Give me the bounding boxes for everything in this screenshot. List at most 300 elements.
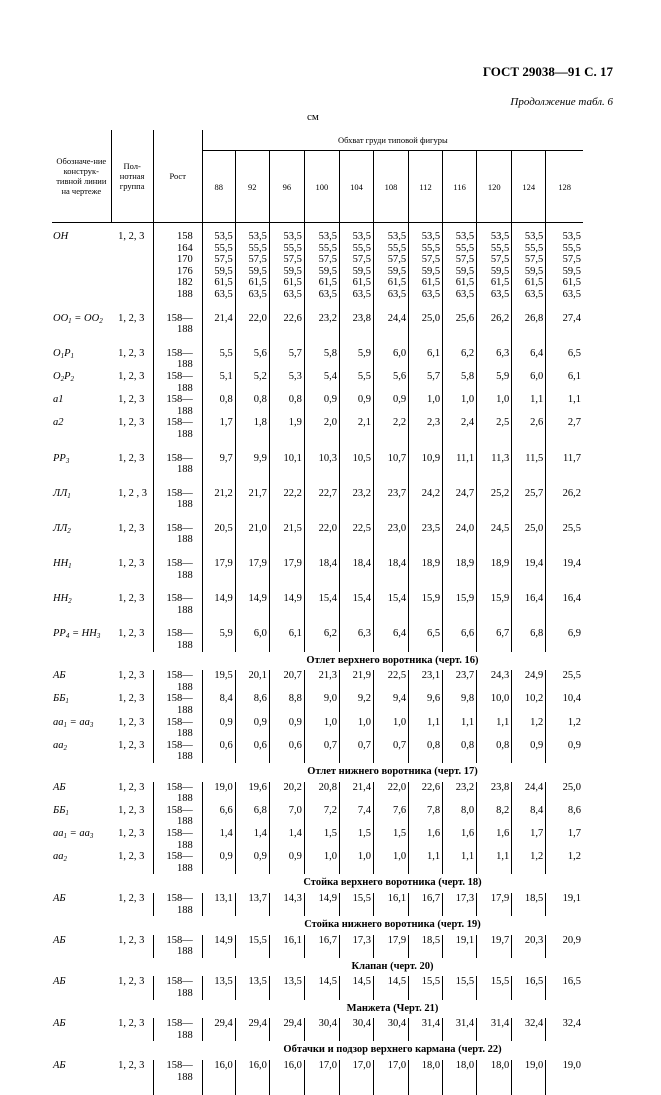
measurement-value: 14,9 [202, 593, 235, 616]
fullness-group: 1, 2, 3 [111, 231, 153, 243]
height-range: 158 [153, 231, 202, 243]
measurement-value: 8,4 [202, 693, 235, 716]
measurement-value: 55,5 [339, 243, 373, 255]
measurement-value: 25,2 [477, 488, 512, 511]
line-designation [52, 243, 111, 255]
measurement-value: 23,5 [409, 523, 443, 546]
measurement-value: 57,5 [477, 254, 512, 266]
chest-size-header: 128 [546, 151, 583, 223]
fullness-group [111, 266, 153, 278]
measurement-value: 57,5 [546, 254, 583, 266]
measurement-value: 6,0 [512, 371, 546, 394]
measurement-value: 53,5 [512, 231, 546, 243]
height-range: 158—188 [153, 628, 202, 651]
measurement-value: 1,1 [409, 851, 443, 874]
header-label-column: Обозначе-ние конструк-тивной линии на чертеже [52, 130, 111, 223]
table-row [52, 976, 583, 999]
measurement-value: 17,9 [477, 893, 512, 916]
fullness-group [111, 254, 153, 266]
section-title: Обтачки и подзор верхнего кармана (черт. 22) [52, 1041, 583, 1060]
measurement-value: 0,9 [235, 717, 269, 740]
measurement-value: 6,1 [269, 628, 304, 651]
table-row [52, 893, 583, 916]
measurement-value: 61,5 [477, 277, 512, 289]
fullness-group: 1, 2, 3 [111, 851, 153, 874]
line-designation [52, 289, 111, 301]
measurement-value: 26,8 [512, 313, 546, 336]
measurement-value: 63,5 [443, 289, 477, 301]
measurement-value: 15,5 [409, 976, 443, 999]
line-designation: АБ [52, 1018, 111, 1041]
measurement-value: 14,5 [339, 976, 373, 999]
measurement-value: 1,7 [512, 828, 546, 851]
measurement-value: 11,1 [443, 453, 477, 476]
measurement-value: 57,5 [374, 254, 409, 266]
measurement-value: 25,5 [546, 523, 583, 546]
measurement-value: 23,2 [443, 782, 477, 805]
measurement-value: 20,7 [269, 670, 304, 693]
measurement-value: 63,5 [304, 289, 339, 301]
chest-size-header: 96 [269, 151, 304, 223]
measurement-value: 0,8 [269, 394, 304, 417]
measurement-value: 14,9 [269, 593, 304, 616]
measurement-value: 2,2 [374, 417, 409, 440]
line-designation: $ОО_1 = ОО_2$ [52, 313, 111, 336]
fullness-group: 1, 2, 3 [111, 371, 153, 394]
table-row [52, 1060, 583, 1083]
section-title: Отлет нижнего воротника (черт. 17) [52, 763, 583, 782]
measurement-value: 6,3 [477, 348, 512, 371]
measurement-value: 5,2 [235, 371, 269, 394]
spacer-row [52, 581, 583, 593]
measurement-value: 1,5 [304, 828, 339, 851]
measurement-value: 18,5 [409, 935, 443, 958]
height-range: 158—188 [153, 453, 202, 476]
measurement-value: 15,4 [339, 593, 373, 616]
height-range: 176 [153, 266, 202, 278]
measurement-value: 59,5 [304, 266, 339, 278]
measurement-value: 6,0 [374, 348, 409, 371]
measurement-value: 1,1 [546, 394, 583, 417]
measurement-value: 19,1 [443, 935, 477, 958]
measurement-value: 17,3 [443, 893, 477, 916]
measurement-value: 17,9 [269, 558, 304, 581]
measurement-value: 53,5 [374, 231, 409, 243]
measurement-value: 24,3 [477, 670, 512, 693]
measurement-value: 6,4 [374, 628, 409, 651]
measurement-value: 21,9 [339, 670, 373, 693]
measurement-value: 1,0 [477, 394, 512, 417]
measurement-value: 31,4 [477, 1018, 512, 1041]
measurement-value: 55,5 [512, 243, 546, 255]
measurement-value: 25,0 [512, 523, 546, 546]
measurement-value: 22,2 [269, 488, 304, 511]
table-row [52, 313, 583, 336]
measurement-value: 15,5 [339, 893, 373, 916]
table-body [52, 223, 583, 1095]
measurement-value: 53,5 [409, 231, 443, 243]
measurement-value: 5,9 [202, 628, 235, 651]
measurement-value: 14,9 [304, 893, 339, 916]
line-designation: АБ [52, 935, 111, 958]
measurement-value: 5,1 [202, 371, 235, 394]
section-title: Отлет верхнего воротника (черт. 16) [52, 652, 583, 671]
height-range: 158—188 [153, 394, 202, 417]
measurement-value: 25,0 [409, 313, 443, 336]
measurement-value: 53,5 [477, 231, 512, 243]
measurement-value: 22,0 [304, 523, 339, 546]
measurement-value: 17,9 [202, 558, 235, 581]
measurement-value: 21,3 [304, 670, 339, 693]
fullness-group: 1, 2, 3 [111, 628, 153, 651]
measurement-value: 10,7 [374, 453, 409, 476]
measurement-value: 61,5 [339, 277, 373, 289]
table-header [52, 130, 583, 223]
measurement-value: 55,5 [202, 243, 235, 255]
table-row [52, 717, 583, 740]
measurement-value: 11,5 [512, 453, 546, 476]
measurement-value: 63,5 [339, 289, 373, 301]
measurement-value: 57,5 [235, 254, 269, 266]
table-row [52, 851, 583, 874]
measurement-value: 0,9 [512, 740, 546, 763]
measurement-value: 6,3 [339, 628, 373, 651]
measurement-value: 8,6 [235, 693, 269, 716]
fullness-group: 1, 2, 3 [111, 313, 153, 336]
measurement-value: 16,1 [269, 935, 304, 958]
table-row [52, 254, 583, 266]
measurement-value: 6,5 [409, 628, 443, 651]
measurement-value: 21,5 [269, 523, 304, 546]
height-range: 158—188 [153, 313, 202, 336]
table-row [52, 593, 583, 616]
measurement-value: 22,5 [374, 670, 409, 693]
measurement-value: 17,0 [374, 1060, 409, 1083]
table-row [52, 243, 583, 255]
section-row [52, 958, 583, 977]
measurement-value: 0,9 [339, 394, 373, 417]
measurement-value: 2,6 [512, 417, 546, 440]
measurement-value: 21,4 [202, 313, 235, 336]
measurement-value: 1,5 [374, 828, 409, 851]
section-row [52, 1041, 583, 1060]
measurement-value: 16,7 [409, 893, 443, 916]
measurement-value: 63,5 [409, 289, 443, 301]
measurement-value: 59,5 [443, 266, 477, 278]
measurement-value: 5,7 [409, 371, 443, 394]
measurement-value: 1,6 [477, 828, 512, 851]
fullness-group: 1, 2, 3 [111, 782, 153, 805]
measurement-value: 21,0 [235, 523, 269, 546]
measurement-value: 21,2 [202, 488, 235, 511]
measurement-value: 25,6 [443, 313, 477, 336]
height-range: 164 [153, 243, 202, 255]
measurement-value: 16,1 [374, 893, 409, 916]
measurement-value: 1,2 [546, 851, 583, 874]
measurement-value: 23,8 [339, 313, 373, 336]
measurement-value: 1,0 [409, 394, 443, 417]
measurement-value: 11,7 [546, 453, 583, 476]
measurement-value: 1,1 [512, 394, 546, 417]
chest-size-header: 120 [477, 151, 512, 223]
measurement-value: 15,5 [477, 976, 512, 999]
height-range: 158—188 [153, 935, 202, 958]
measurement-value: 1,1 [409, 717, 443, 740]
table-row [52, 231, 583, 243]
measurement-value: 61,5 [409, 277, 443, 289]
measurement-value: 24,9 [512, 670, 546, 693]
measurement-value: 59,5 [409, 266, 443, 278]
measurement-value: 55,5 [409, 243, 443, 255]
line-designation: АБ [52, 893, 111, 916]
measurement-value: 1,6 [443, 828, 477, 851]
measurement-value: 6,6 [202, 805, 235, 828]
measurement-value: 5,8 [443, 371, 477, 394]
measurement-value: 5,8 [304, 348, 339, 371]
measurement-value: 59,5 [477, 266, 512, 278]
measurement-value: 27,4 [546, 313, 583, 336]
measurement-value: 9,7 [202, 453, 235, 476]
measurement-value: 8,2 [477, 805, 512, 828]
unit-label: см [307, 111, 319, 123]
measurement-value: 1,0 [304, 717, 339, 740]
fullness-group: 1, 2, 3 [111, 558, 153, 581]
measurement-value: 23,2 [304, 313, 339, 336]
table-row [52, 394, 583, 417]
measurement-value: 9,8 [443, 693, 477, 716]
measurement-value: 19,0 [546, 1060, 583, 1083]
measurement-value: 16,5 [512, 976, 546, 999]
fullness-group [111, 289, 153, 301]
measurement-value: 13,1 [202, 893, 235, 916]
measurement-value: 21,7 [235, 488, 269, 511]
line-designation: АБ [52, 782, 111, 805]
measurement-value: 6,0 [235, 628, 269, 651]
line-designation: $аа_1 = аа_3$ [52, 828, 111, 851]
measurement-value: 29,4 [269, 1018, 304, 1041]
measurement-value: 0,9 [202, 851, 235, 874]
measurement-value: 8,0 [443, 805, 477, 828]
fullness-group: 1, 2, 3 [111, 893, 153, 916]
fullness-group: 1, 2, 3 [111, 670, 153, 693]
fullness-group [111, 277, 153, 289]
measurement-value: 10,2 [512, 693, 546, 716]
measurement-value: 15,4 [304, 593, 339, 616]
measurement-value: 6,2 [304, 628, 339, 651]
line-designation: а1 [52, 394, 111, 417]
measurement-value: 59,5 [269, 266, 304, 278]
measurement-value: 30,4 [304, 1018, 339, 1041]
measurement-value: 26,2 [546, 488, 583, 511]
measurement-value: 2,0 [304, 417, 339, 440]
fullness-group: 1, 2, 3 [111, 348, 153, 371]
measurement-value: 1,4 [269, 828, 304, 851]
fullness-group: 1, 2, 3 [111, 935, 153, 958]
measurement-value: 29,4 [202, 1018, 235, 1041]
header-height-column: Рост [153, 130, 202, 223]
measurement-value: 8,6 [546, 805, 583, 828]
section-row [52, 763, 583, 782]
measurement-value: 10,5 [339, 453, 373, 476]
measurement-value: 59,5 [235, 266, 269, 278]
measurement-value: 2,3 [409, 417, 443, 440]
line-designation [52, 254, 111, 266]
measurement-value: 7,2 [304, 805, 339, 828]
measurement-value: 7,8 [409, 805, 443, 828]
measurement-value: 55,5 [443, 243, 477, 255]
measurement-value: 24,2 [409, 488, 443, 511]
measurement-value: 6,9 [546, 628, 583, 651]
measurement-value: 17,9 [235, 558, 269, 581]
measurement-value: 1,0 [339, 851, 373, 874]
chest-size-header: 108 [374, 151, 409, 223]
measurement-value: 14,5 [304, 976, 339, 999]
measurement-value: 18,9 [443, 558, 477, 581]
table-row [52, 740, 583, 763]
line-designation: $ББ_1$ [52, 693, 111, 716]
measurement-value: 15,4 [374, 593, 409, 616]
measurement-value: 0,8 [443, 740, 477, 763]
spacer-row [52, 476, 583, 488]
measurement-value: 0,9 [269, 851, 304, 874]
measurement-value: 1,4 [202, 828, 235, 851]
measurement-value: 17,9 [374, 935, 409, 958]
measurement-value: 24,5 [477, 523, 512, 546]
line-designation [52, 277, 111, 289]
measurement-value: 9,6 [409, 693, 443, 716]
measurement-value: 57,5 [409, 254, 443, 266]
measurement-value: 10,3 [304, 453, 339, 476]
line-designation: АБ [52, 1060, 111, 1083]
measurement-value: 16,4 [546, 593, 583, 616]
measurement-value: 5,7 [269, 348, 304, 371]
measurement-value: 18,0 [477, 1060, 512, 1083]
measurement-value: 19,6 [235, 782, 269, 805]
table-row [52, 523, 583, 546]
measurement-value: 59,5 [374, 266, 409, 278]
measurement-value: 1,1 [477, 717, 512, 740]
measurement-value: 25,7 [512, 488, 546, 511]
table-row [52, 670, 583, 693]
measurement-value: 23,7 [443, 670, 477, 693]
measurement-value: 0,7 [339, 740, 373, 763]
measurement-value: 6,2 [443, 348, 477, 371]
measurement-value: 8,8 [269, 693, 304, 716]
measurement-value: 0,9 [304, 394, 339, 417]
measurement-value: 17,0 [304, 1060, 339, 1083]
fullness-group: 1, 2, 3 [111, 805, 153, 828]
measurement-value: 1,6 [409, 828, 443, 851]
height-range: 158—188 [153, 805, 202, 828]
measurement-value: 55,5 [304, 243, 339, 255]
measurement-value: 19,4 [546, 558, 583, 581]
measurement-value: 18,0 [409, 1060, 443, 1083]
spacer-row [52, 441, 583, 453]
chest-size-header: 112 [409, 151, 443, 223]
measurement-value: 31,4 [443, 1018, 477, 1041]
measurement-value: 55,5 [235, 243, 269, 255]
measurement-value: 19,1 [546, 893, 583, 916]
measurement-value: 10,4 [546, 693, 583, 716]
table-row [52, 628, 583, 651]
measurement-value: 63,5 [512, 289, 546, 301]
measurement-value: 22,0 [235, 313, 269, 336]
height-range: 158—188 [153, 417, 202, 440]
measurement-value: 7,6 [374, 805, 409, 828]
table-row [52, 371, 583, 394]
measurement-value: 59,5 [339, 266, 373, 278]
measurement-value: 19,0 [512, 1060, 546, 1083]
measurement-value: 53,5 [339, 231, 373, 243]
measurement-value: 0,9 [374, 394, 409, 417]
measurement-value: 6,7 [477, 628, 512, 651]
measurement-value: 13,5 [235, 976, 269, 999]
section-title: Манжета (Черт. 21) [52, 1000, 583, 1019]
measurement-value: 1,1 [443, 851, 477, 874]
measurement-value: 32,4 [512, 1018, 546, 1041]
measurement-value: 0,9 [235, 851, 269, 874]
chest-size-header: 100 [304, 151, 339, 223]
table-row [52, 488, 583, 511]
height-range: 170 [153, 254, 202, 266]
measurement-value: 55,5 [269, 243, 304, 255]
measurements-table [52, 130, 583, 1095]
measurement-value: 0,8 [235, 394, 269, 417]
line-designation: а2 [52, 417, 111, 440]
measurement-value: 10,0 [477, 693, 512, 716]
height-range: 158—188 [153, 717, 202, 740]
measurement-value: 55,5 [477, 243, 512, 255]
height-range: 158—188 [153, 976, 202, 999]
measurement-value: 15,9 [443, 593, 477, 616]
measurement-value: 1,8 [235, 417, 269, 440]
measurement-value: 53,5 [202, 231, 235, 243]
measurement-value: 22,5 [339, 523, 373, 546]
table-row [52, 935, 583, 958]
line-designation [52, 266, 111, 278]
table-row [52, 289, 583, 301]
spacer-row [52, 511, 583, 523]
fullness-group: 1, 2, 3 [111, 453, 153, 476]
line-designation: $О_2Р_2$ [52, 371, 111, 394]
measurement-value: 6,4 [512, 348, 546, 371]
measurement-value: 61,5 [374, 277, 409, 289]
measurement-value: 20,5 [202, 523, 235, 546]
document-reference: ГОСТ 29038—91 С. 17 [483, 64, 613, 80]
table-row [52, 805, 583, 828]
table-row [52, 277, 583, 289]
table-row [52, 348, 583, 371]
measurement-value: 6,6 [443, 628, 477, 651]
measurement-value: 1,0 [374, 717, 409, 740]
measurement-value: 59,5 [546, 266, 583, 278]
measurement-value: 24,7 [443, 488, 477, 511]
measurement-value: 63,5 [269, 289, 304, 301]
line-designation: $НН_1$ [52, 558, 111, 581]
measurement-value: 1,1 [443, 717, 477, 740]
measurement-value: 53,5 [443, 231, 477, 243]
measurement-value: 7,0 [269, 805, 304, 828]
fullness-group: 1, 2, 3 [111, 717, 153, 740]
table-continuation-note: Продолжение табл. 6 [510, 96, 613, 108]
height-range: 158—188 [153, 670, 202, 693]
measurement-value: 0,8 [202, 394, 235, 417]
height-range: 158—188 [153, 558, 202, 581]
measurement-value: 2,5 [477, 417, 512, 440]
measurement-value: 19,4 [512, 558, 546, 581]
height-range: 158—188 [153, 488, 202, 511]
measurement-value: 1,2 [512, 851, 546, 874]
